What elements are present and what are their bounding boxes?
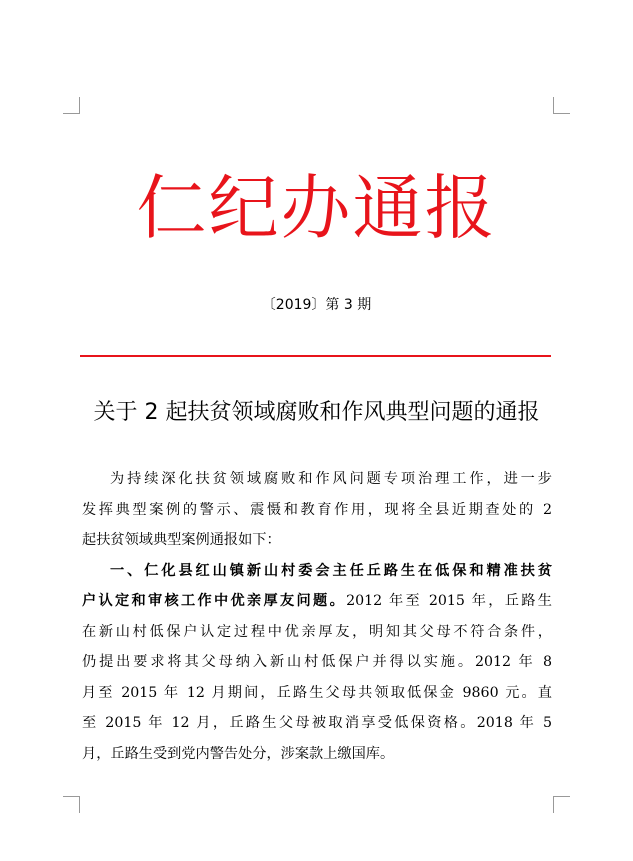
case-heading: 一、仁化县红山镇新山村委会主任丘路生在低保和精准扶贫 <box>110 562 552 579</box>
intro-line: 发挥典型案例的警示、震慑和教育作用，现将全县近期查处的 2 <box>82 501 552 518</box>
document-body <box>82 464 552 769</box>
case-body-line: 在新山村低保户认定过程中优亲厚友，明知其父母不符合条件， <box>82 623 552 640</box>
case-body-line: 月，丘路生受到党内警告处分，涉案款上缴国库。 <box>82 745 395 762</box>
case-body-line: 月至 2015 年 12 月期间，丘路生父母共领取低保金 9860 元。直 <box>82 684 552 701</box>
crop-mark-top-left <box>63 97 80 114</box>
document-title: 关于 2 起扶贫领域腐败和作风典型问题的通报 <box>93 400 540 425</box>
red-masthead: 仁纪办通报 <box>136 167 497 249</box>
red-divider-line <box>80 355 551 357</box>
crop-mark-top-right <box>553 97 570 114</box>
case-body-line: 仍提出要求将其父母纳入新山村低保户并得以实施。2012 年 8 <box>82 654 552 670</box>
intro-line: 为持续深化扶贫领域腐败和作风问题专项治理工作，进一步 <box>110 471 552 487</box>
case-body-line: 至 2015 年 12 月，丘路生父母被取消享受低保资格。2018 年 5 <box>82 715 552 731</box>
case-heading-line2 <box>82 586 552 617</box>
case-heading-bold: 户认定和审核工作中优亲厚友问题。 <box>82 593 347 609</box>
issue-number: 〔2019〕第 3 期 <box>261 297 372 313</box>
crop-mark-bottom-right <box>553 796 570 813</box>
case-body-text: 2012 年至 2015 年，丘路生 <box>346 593 552 609</box>
crop-mark-bottom-left <box>63 796 80 813</box>
intro-line: 起扶贫领域典型案例通报如下： <box>82 532 281 548</box>
